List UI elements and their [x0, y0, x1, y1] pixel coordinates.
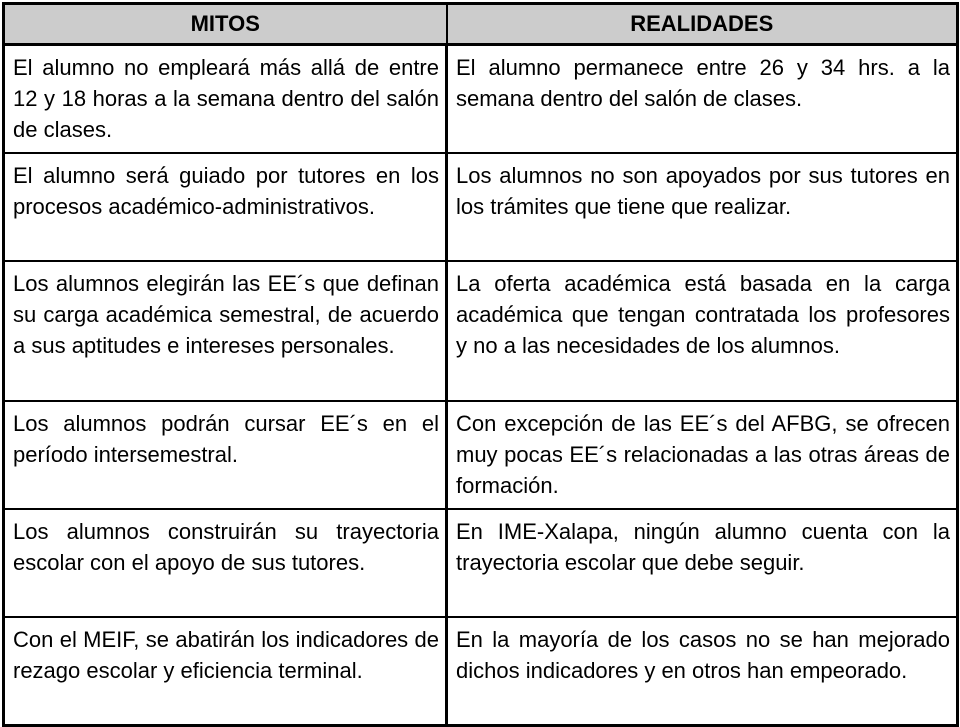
table-row: [4, 261, 958, 401]
mito-cell: Los alumnos podrán cursar EE´s en el período intersemestral.: [4, 401, 447, 509]
header-row: [4, 4, 958, 45]
realidad-cell: En IME-Xalapa, ningún alumno cuenta con la trayectoria escolar que debe seguir.: [447, 509, 958, 617]
realidad-cell: El alumno permanece entre 26 y 34 hrs. a la semana dentro del salón de clases.: [447, 45, 958, 154]
table-row: [4, 509, 958, 617]
realidad-cell: Con excepción de las EE´s del AFBG, se ofrecen muy pocas EE´s relacionadas a las otras áreas de formación.: [447, 401, 958, 509]
table-row: [4, 401, 958, 509]
mito-cell: El alumno no empleará más allá de entre 12 y 18 horas a la semana dentro del salón de clases.: [4, 45, 447, 154]
mito-cell: El alumno será guiado por tutores en los procesos académico-administrativos.: [4, 153, 447, 261]
myths-realities-table: [2, 2, 959, 727]
table-row: [4, 45, 958, 154]
mito-cell: Los alumnos construirán su trayectoria escolar con el apoyo de sus tutores.: [4, 509, 447, 617]
realidad-cell: Los alumnos no son apoyados por sus tutores en los trámites que tiene que realizar.: [447, 153, 958, 261]
realidad-cell: En la mayoría de los casos no se han mejorado dichos indicadores y en otros han empeorado.: [447, 617, 958, 726]
realidad-cell: La oferta académica está basada en la carga académica que tengan contratada los profesores y no a las necesidades de los alumnos.: [447, 261, 958, 401]
table-row: [4, 617, 958, 726]
header-mitos: MITOS: [4, 4, 447, 45]
myths-realities-table-container: [2, 2, 956, 717]
header-realidades: REALIDADES: [447, 4, 958, 45]
table-row: [4, 153, 958, 261]
mito-cell: Con el MEIF, se abatirán los indicadores de rezago escolar y eficiencia terminal.: [4, 617, 447, 726]
mito-cell: Los alumnos elegirán las EE´s que definan su carga académica semestral, de acuerdo a sus aptitudes e intereses personales.: [4, 261, 447, 401]
